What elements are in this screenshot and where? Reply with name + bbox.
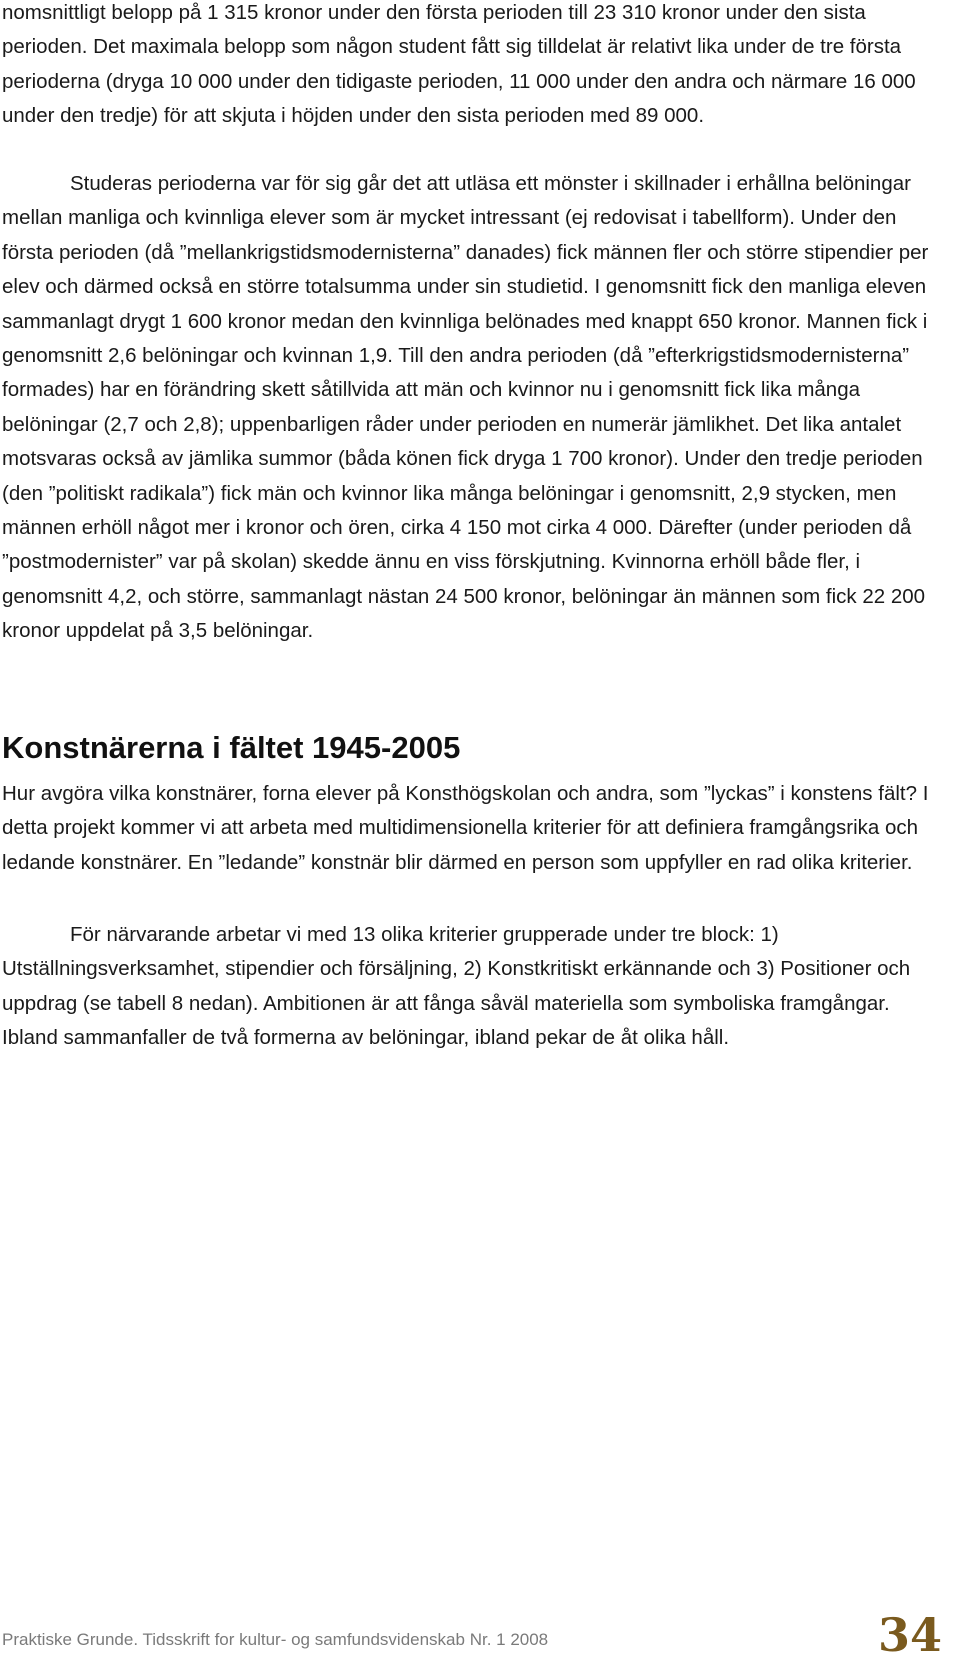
page-footer	[2, 1608, 942, 1662]
section-heading: Konstnärerna i fältet 1945-2005	[2, 730, 461, 765]
body-paragraph: Studeras perioderna var för sig går det att utläsa ett mönster i skillnader i erhållna belöningar mellan manliga och kvinnliga elever som är mycket intressant (ej redovisat i tabellform). Under den första perioden (då ”mellankrigstidsmodernisterna” danades) fick männen fler och större stipendier per elev och därmed också en större totalsumma under sin studietid. I genomsnitt fick den manliga eleven sammanlagt drygt 1 600 kronor medan den kvinnliga belönades med knappt 650 kronor. Mannen fick i genomsnitt 2,6 belöningar och kvinnan 1,9. Till den andra perioden (då ”efterkrigstidsmodernisterna” formades) har en förändring skett såtillvida att män och kvinnor nu i genomsnitt fick lika många belöningar (2,7 och 2,8); uppenbarligen råder under perioden en numerär jämlikhet. Det lika antalet motsvaras också av jämlika summor (båda könen fick dryga 1 700 kronor). Under den tredje perioden (den ”politiskt radikala”) fick män och kvinnor lika många belöningar i genomsnitt, 2,9 stycken, men männen erhöll något mer i kronor och ören, cirka 4 150 mot cirka 4 000. Därefter (under perioden då ”postmodernister” var på skolan) skedde ännu en viss förskjutning. Kvinnorna erhöll både fler, i genomsnitt 4,2, och större, sammanlagt nästan 24 500 kronor, belöningar än männen som fick 22 200 kronor uppdelat på 3,5 belöningar.	[2, 172, 929, 643]
section-paragraph: För närvarande arbetar vi med 13 olika kriterier grupperade under tre block: 1) Utställningsverksamhet, stipendier och försäljning, 2) Konstkritiskt erkännande och 3) Positioner och uppdrag (se tabell 8 nedan). Ambitionen är att fånga såväl materiella som symboliska framgångar. Ibland sammanfaller de två formerna av belöningar, ibland pekar de åt olika håll.	[2, 923, 911, 1050]
section-paragraph: Hur avgöra vilka konstnärer, forna elever på Konsthögskolan och andra, som ”lyckas” i konstens fält? I detta projekt kommer vi att arbeta med multidimensionella kriterier för att definiera framgångsrika och ledande konstnärer. En ”ledande” konstnär blir därmed en person som uppfyller en rad olika kriterier.	[2, 782, 929, 874]
journal-citation: Praktiske Grunde. Tidsskrift for kultur- og samfundsvidenskab Nr. 1 2008	[2, 1630, 549, 1649]
body-paragraph: nomsnittligt belopp på 1 315 kronor under den första perioden till 23 310 kronor under den sista perioden. Det maximala belopp som någon student fått sig tilldelat är relativt lika under de tre första perioderna (dryga 10 000 under den tidigaste perioden, 11 000 under den andra och närmare 16 000 under den tredje) för att skjuta i höjden under den sista perioden med 89 000.	[2, 1, 916, 128]
page-number: 34	[877, 1608, 942, 1662]
